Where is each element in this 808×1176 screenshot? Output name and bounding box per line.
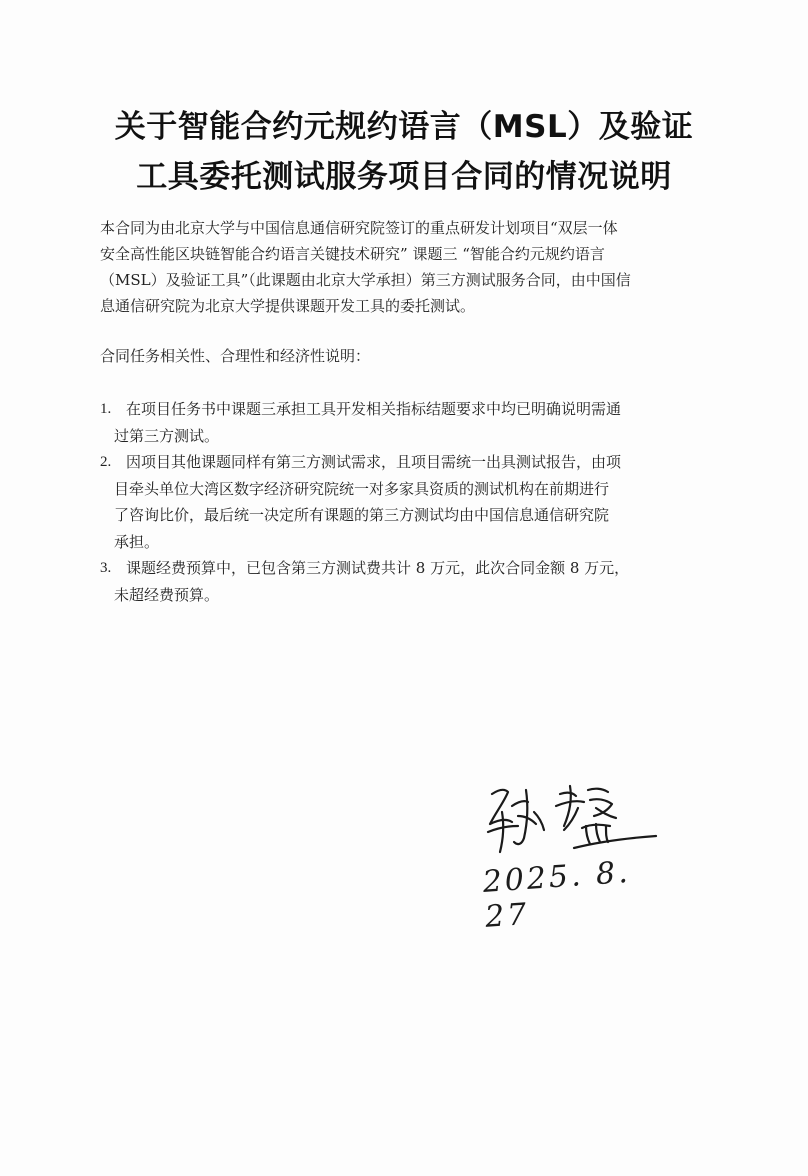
list-item-line: 过第三方测试。 (114, 426, 220, 445)
list-item (100, 396, 700, 449)
list-item (100, 555, 700, 608)
intro-line: 安全高性能区块链智能合约语言关键技术研究” 课题三 “智能合约元规约语言 (100, 245, 605, 263)
list-item-line: 未超经费预算。 (114, 585, 220, 604)
handwritten-date (480, 854, 680, 935)
explanation-list (100, 396, 700, 608)
intro-line: （MSL）及验证工具”（此课题由北京大学承担）第三方测试服务合同，由中国信 (100, 271, 631, 289)
intro-line: 息通信研究院为北京大学提供课题开发工具的委托测试。 (100, 297, 476, 315)
document-title (60, 102, 748, 202)
list-item-line: 课题经费预算中，已包含第三方测试费共计 8 万元，此次合同金额 8 万元， (126, 559, 630, 577)
title-line-1: 关于智能合约元规约语言（MSL）及验证 (114, 109, 694, 145)
handwritten-date-text: 2025. 8. 27 (481, 854, 632, 935)
list-item-number: 2. (100, 454, 112, 470)
list-item-number: 1. (100, 401, 112, 417)
list-item-line: 目牵头单位大湾区数字经济研究院统一对多家具资质的测试机构在前期进行 (114, 479, 610, 498)
list-item-line: 因项目其他课题同样有第三方测试需求，且项目需统一出具测试报告，由项 (126, 453, 622, 471)
intro-paragraph (100, 215, 700, 319)
section-subheading: 合同任务相关性、合理性和经济性说明： (100, 347, 371, 365)
list-item-number: 3. (100, 560, 112, 576)
title-line-2: 工具委托测试服务项目合同的情况说明 (136, 159, 672, 195)
list-item-line: 在项目任务书中课题三承担工具开发相关指标结题要求中均已明确说明需通 (126, 400, 622, 418)
list-item-line: 承担。 (114, 532, 160, 551)
intro-line: 本合同为由北京大学与中国信息通信研究院签订的重点研发计划项目“双层一体 (100, 219, 618, 237)
list-item (100, 449, 700, 555)
list-item-line: 了咨询比价，最后统一决定所有课题的第三方测试均由中国信息通信研究院 (114, 506, 610, 524)
